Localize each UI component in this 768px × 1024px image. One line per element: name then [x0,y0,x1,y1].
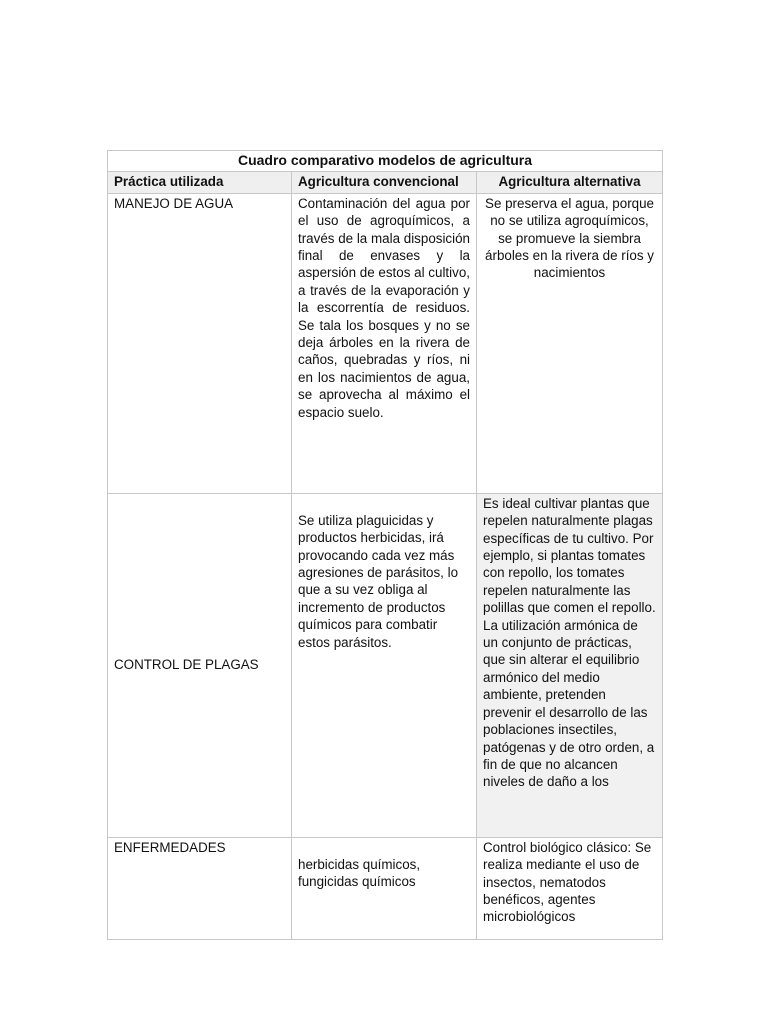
cell-conventional: Se utiliza plaguicidas y productos herbicidas, irá provocando cada vez más agresiones de parásitos, lo que a su vez obliga al incremento de productos químicos para combatir estos parásitos. [292,493,477,837]
cell-alternative: Control biológico clásico: Se realiza mediante el uso de insectos, nematodos benéficos, agentes microbiológicos [477,837,663,939]
cell-conventional: Contaminación del agua por el uso de agroquímicos, a través de la mala disposición final de envases y la aspersión de estos al cultivo, a través de la evaporación y la escorrentía de residuos. Se tala los bosques y no se deja árboles en la rivera de caños, quebradas y ríos, ni en los nacimientos de agua, se aprovecha al máximo el espacio suelo. [292,193,477,493]
cell-alternative: Es ideal cultivar plantas que repelen naturalmente plagas específicas de tu cultivo. Por ejemplo, si plantas tomates con repollo, los tomates repelen naturalmente las polillas que comen el repollo. La utilización armónica de un conjunto de prácticas, que sin alterar el equilibrio armónico del medio ambiente, pretenden prevenir el desarrollo de las poblaciones insectiles, patógenas y de otro orden, a fin de que no alcancen niveles de daño a los [477,493,663,837]
header-conventional: Agricultura convencional [292,172,477,193]
cell-conventional: herbicidas químicos, fungicidas químicos [292,837,477,939]
table-title: Cuadro comparativo modelos de agricultura [108,151,663,172]
header-practice: Práctica utilizada [108,172,292,193]
cell-practice: ENFERMEDADES [108,837,292,939]
comparison-table [107,150,663,940]
table-header-row [108,172,663,193]
cell-practice: MANEJO DE AGUA [108,193,292,493]
cell-alternative: Se preserva el agua, porque no se utiliza agroquímicos, se promueve la siembra árboles en la rivera de ríos y nacimientos [477,193,663,493]
header-alternative: Agricultura alternativa [477,172,663,193]
table-row [108,193,663,493]
table-row [108,493,663,837]
table-title-row [108,151,663,172]
cell-practice: CONTROL DE PLAGAS [108,493,292,837]
table-row [108,837,663,939]
